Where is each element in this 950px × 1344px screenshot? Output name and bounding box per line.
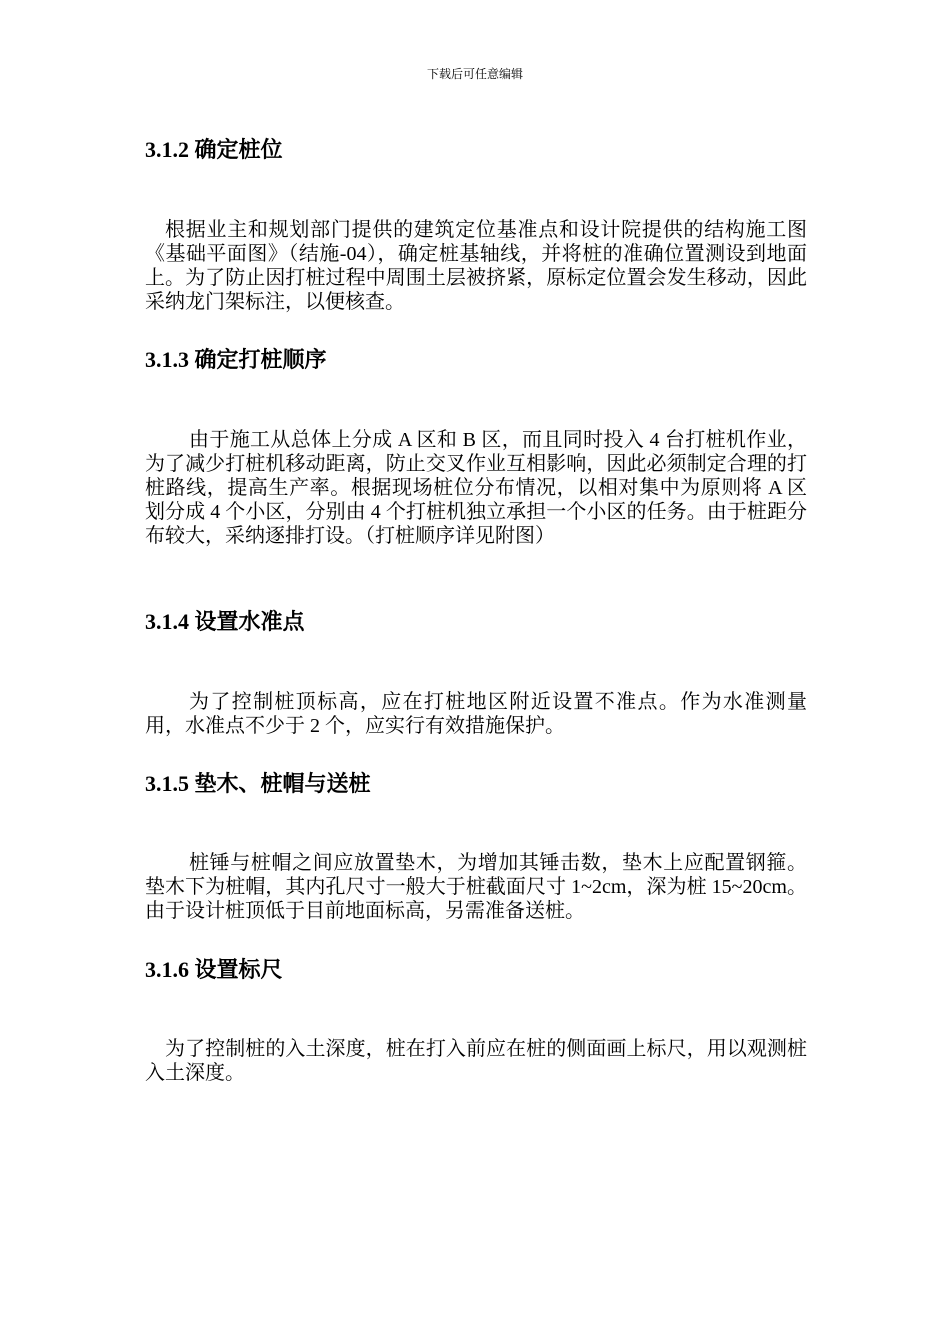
section-heading-3-1-3: 3.1.3 确定打桩顺序 xyxy=(145,347,327,372)
section-heading-3-1-6: 3.1.6 设置标尺 xyxy=(145,957,283,982)
section-heading-3-1-5: 3.1.5 垫木、桩帽与送桩 xyxy=(145,771,371,796)
section-paragraph-3-1-3: 由于施工从总体上分成 A 区和 B 区，而且同时投入 4 台打桩机作业，为了减少打桩机移动距离，防止交叉作业互相影响，因此必须制定合理的打桩路线，提高生产率。根据现场桩位分布情况，以相对集中为原则将 A 区划分成 4 个小区，分别由 4 个打桩机独立承担一个小区的任务。由于桩距分布较大，采纳逐排打设。（打桩顺序详见附图） xyxy=(145,429,807,547)
section-heading-3-1-4: 3.1.4 设置水准点 xyxy=(145,609,305,634)
section-paragraph-3-1-6: 为了控制桩的入土深度，桩在打入前应在桩的侧面画上标尺，用以观测桩入土深度。 xyxy=(145,1038,807,1084)
page-header: 下载后可任意编辑 xyxy=(426,67,523,81)
section-paragraph-3-1-5: 桩锤与桩帽之间应放置垫木，为增加其锤击数，垫木上应配置钢箍。垫木下为桩帽，其内孔尺寸一般大于桩截面尺寸 1~2cm，深为桩 15~20cm。由于设计桩顶低于目前地面标高，另需准备送桩。 xyxy=(145,852,807,922)
section-heading-3-1-2: 3.1.2 确定桩位 xyxy=(145,137,283,162)
section-paragraph-3-1-2: 根据业主和规划部门提供的建筑定位基准点和设计院提供的结构施工图《基础平面图》（结施-04），确定桩基轴线，并将桩的准确位置测设到地面上。为了防止因打桩过程中周围土层被挤紧，原标定位置会发生移动，因此采纳龙门架标注，以便核查。 xyxy=(145,219,807,313)
section-paragraph-3-1-4: 为了控制桩顶标高，应在打桩地区附近设置不准点。作为水准测量用，水准点不少于 2 个，应实行有效措施保护。 xyxy=(145,691,807,737)
